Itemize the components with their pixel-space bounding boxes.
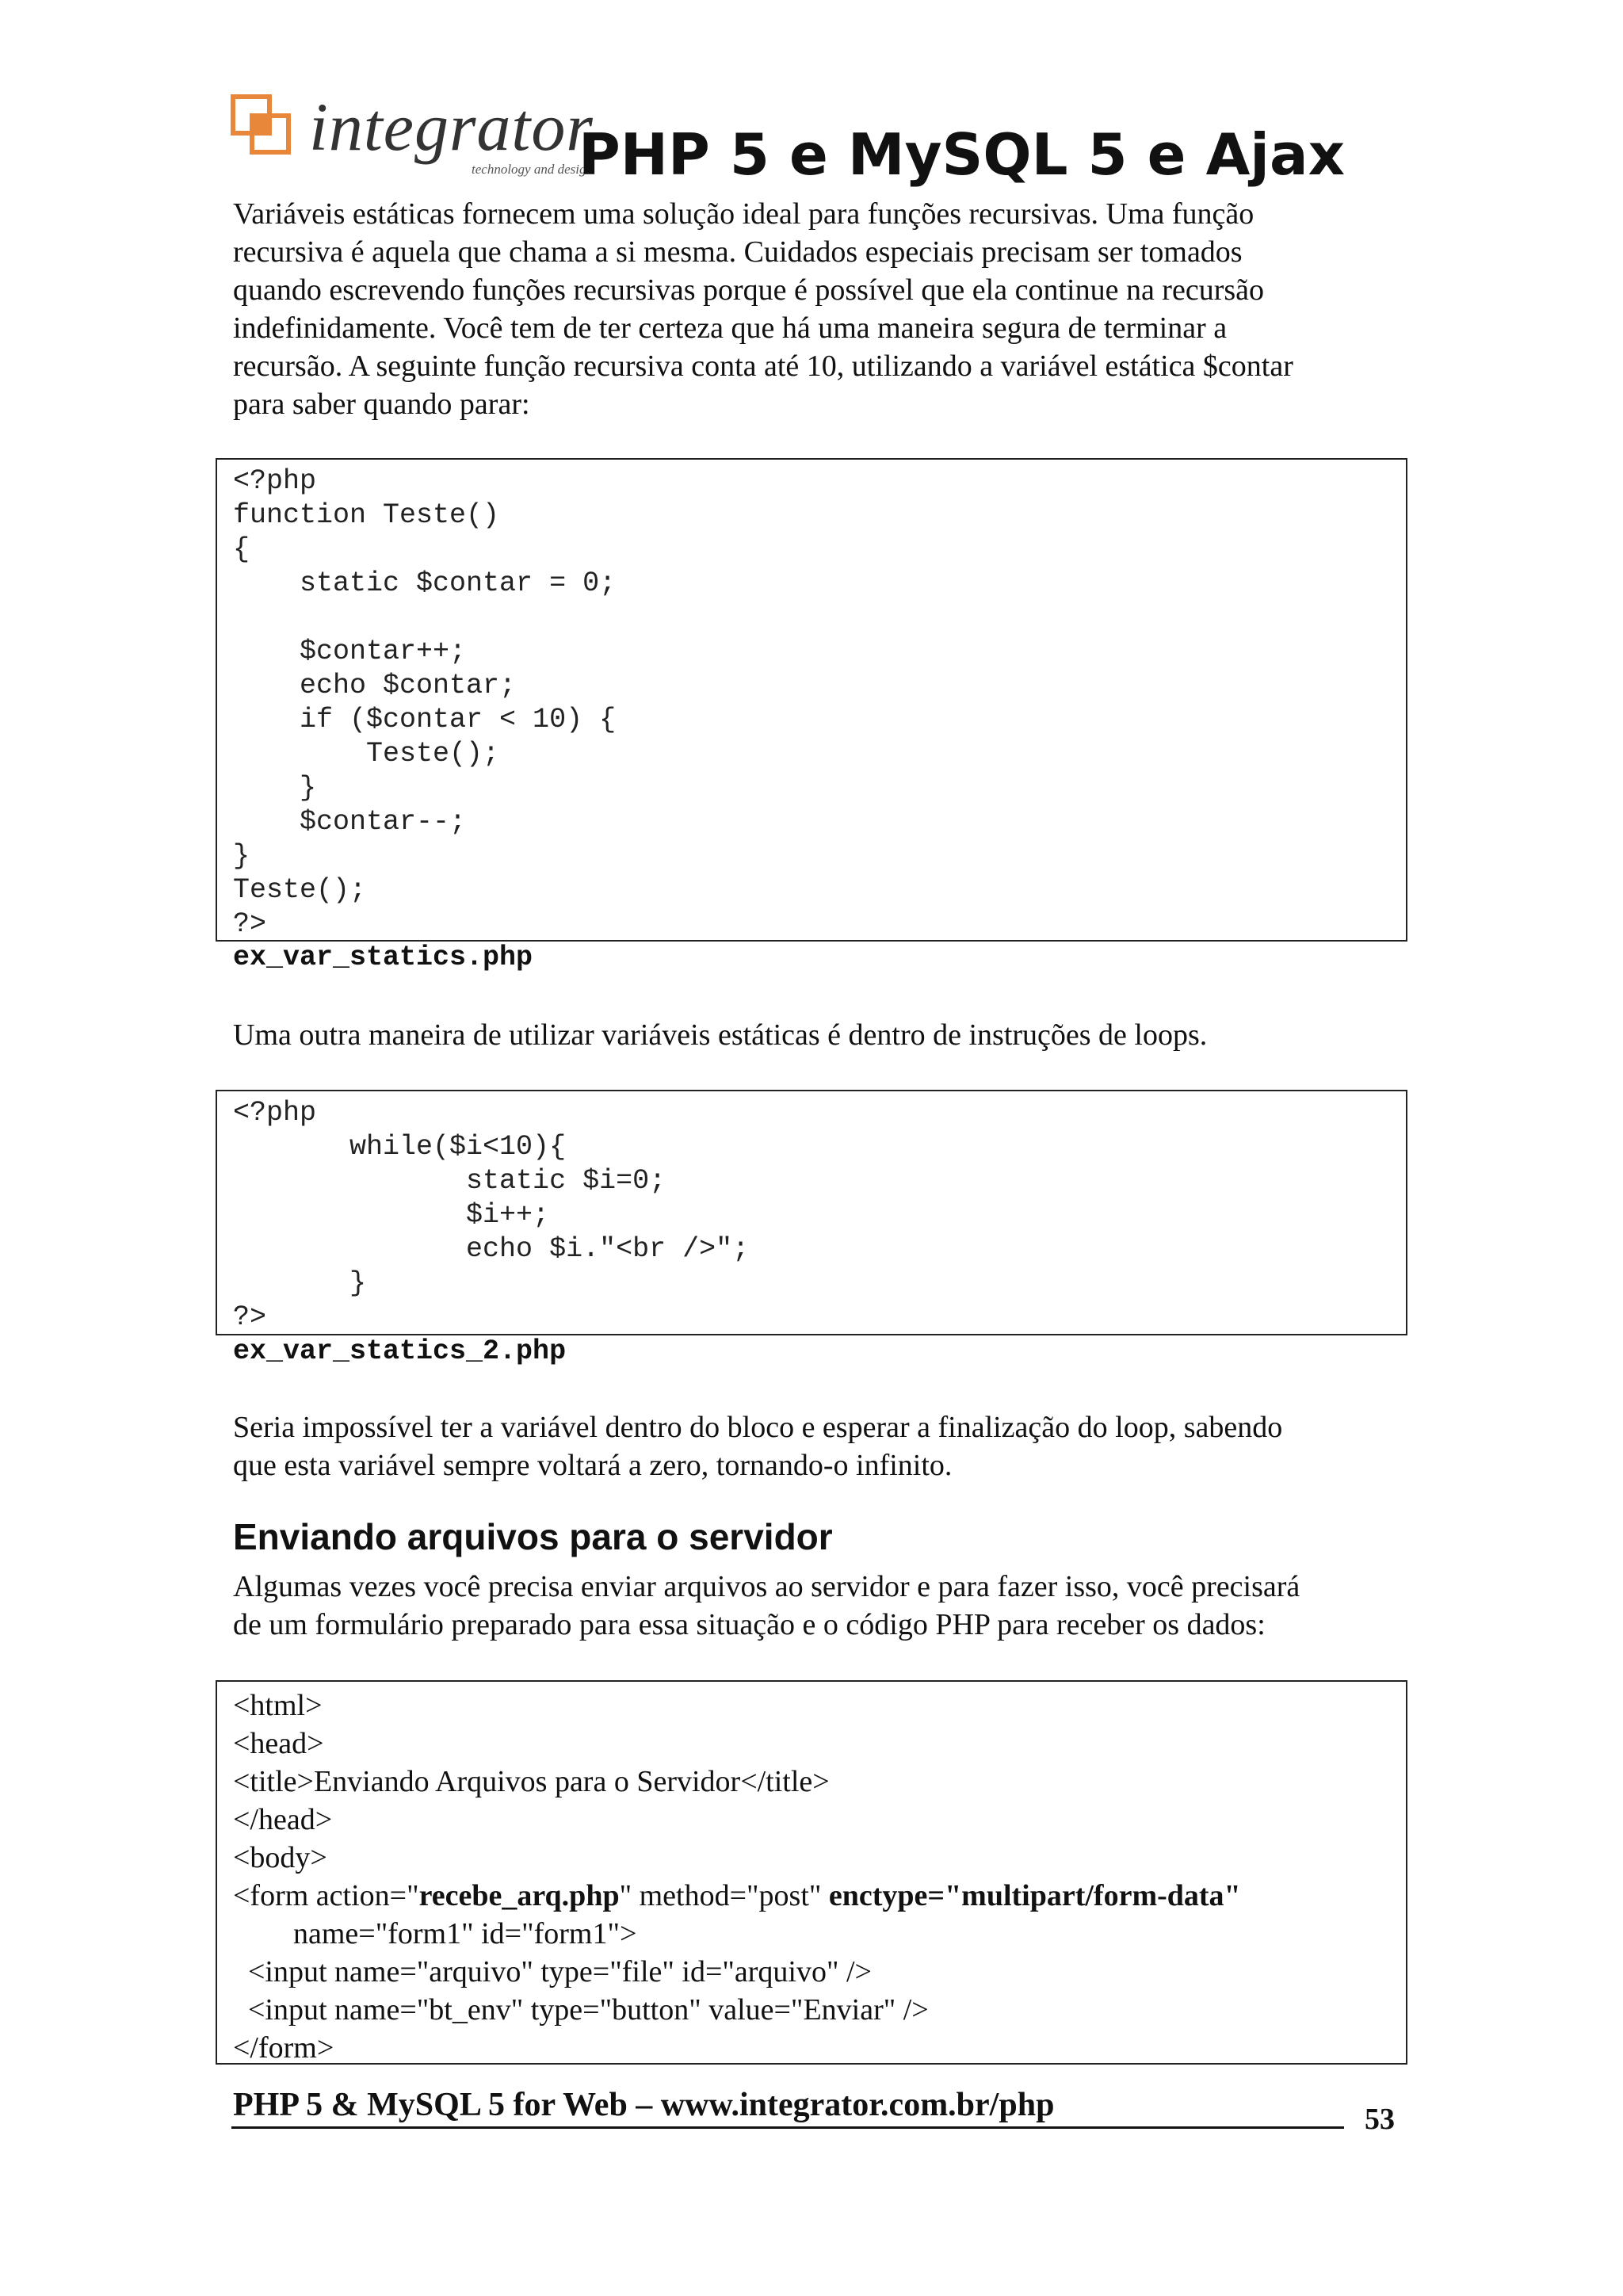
code-line: } [233,840,250,872]
code-bold-text: enctype="multipart/form-data" [828,1879,1241,1912]
code-line: </head> [233,1803,333,1836]
section-paragraph-line: de um formulário preparado para essa situação e o código PHP para receber os dados: [233,1608,1266,1641]
infinite-paragraph-line: que esta variável sempre voltará a zero, tornando-o infinito. [233,1449,953,1482]
code-line: Teste(); [233,874,367,906]
code-bold-text: recebe_arq.php [418,1879,620,1912]
intro-paragraph-line: para saber quando parar: [233,388,530,421]
code-line: </form> [233,2031,334,2065]
code-line: <input name="bt_env" type="button" value="Enviar" /> [233,1993,929,2027]
page-number: 53 [1365,2103,1395,2136]
code-line: $contar--; [233,806,467,838]
intro-paragraph-line: recursão. A seguinte função recursiva conta até 10, utilizando a variável estática $contar [233,350,1293,383]
code-line: <html> [233,1689,323,1722]
code-block-html-form [216,1680,1407,2065]
code-line [233,1877,1241,1915]
footer-text: PHP 5 & MySQL 5 for Web – www.integrator.com.br/php [233,2087,1055,2123]
code-line: ?> [233,1301,267,1333]
code-line: function Teste() [233,499,500,531]
code-line: { [233,533,250,565]
logo-tagline: technology and design [472,162,593,177]
code-filename: ex_var_statics_2.php [233,1335,567,1367]
code-line: <body> [233,1841,327,1874]
code-line: Teste(); [233,738,500,770]
logo-wordmark: integrator [309,89,594,165]
code-text: <form action=" [233,1879,419,1912]
integrator-logo [230,89,594,182]
logo-squares-icon [230,94,301,165]
code-line: ?> [233,908,267,940]
code-line: $contar++; [233,636,467,667]
book-title: PHP 5 e MySQL 5 e Ajax [579,121,1346,188]
code-text: " method="post" [619,1879,829,1912]
code-line: static $i=0; [233,1165,666,1197]
code-line: <title>Enviando Arquivos para o Servidor</title> [233,1765,830,1798]
code-line: if ($contar < 10) { [233,704,617,735]
code-line: $i++; [233,1199,550,1231]
code-block-loop [216,1090,1407,1335]
code-line: <head> [233,1727,324,1760]
intro-paragraph-line: indefinidamente. Você tem de ter certeza que há uma maneira segura de terminar a [233,311,1228,345]
intro-paragraph-line: recursiva é aquela que chama a si mesma. Cuidados especiais precisam ser tomados [233,235,1243,269]
code-line: echo $contar; [233,670,517,701]
code-line: echo $i."<br />"; [233,1233,750,1265]
section-paragraph-line: Algumas vezes você precisa enviar arquivos ao servidor e para fazer isso, você precisará [233,1570,1300,1603]
code-line: } [233,1267,367,1299]
code-filename: ex_var_statics.php [233,942,533,973]
code-line: <?php [233,1097,317,1129]
code-line: while($i<10){ [233,1131,567,1163]
code-line: name="form1" id="form1"> [233,1917,637,1950]
section-heading: Enviando arquivos para o servidor [233,1516,833,1557]
code-block-recursive [216,458,1407,942]
loop-paragraph: Uma outra maneira de utilizar variáveis estáticas é dentro de instruções de loops. [233,1018,1208,1052]
code-line: <?php [233,465,317,497]
intro-paragraph-line: Variáveis estáticas fornecem uma solução ideal para funções recursivas. Uma função [233,197,1254,231]
infinite-paragraph-line: Seria impossível ter a variável dentro do bloco e esperar a finalização do loop, sabendo [233,1411,1283,1444]
code-line: static $contar = 0; [233,567,617,599]
intro-paragraph-line: quando escrevendo funções recursivas porque é possível que ela continue na recursão [233,273,1264,307]
code-line: <input name="arquivo" type="file" id="arquivo" /> [233,1955,872,1988]
footer-rule [231,2126,1344,2129]
code-line: } [233,772,317,804]
